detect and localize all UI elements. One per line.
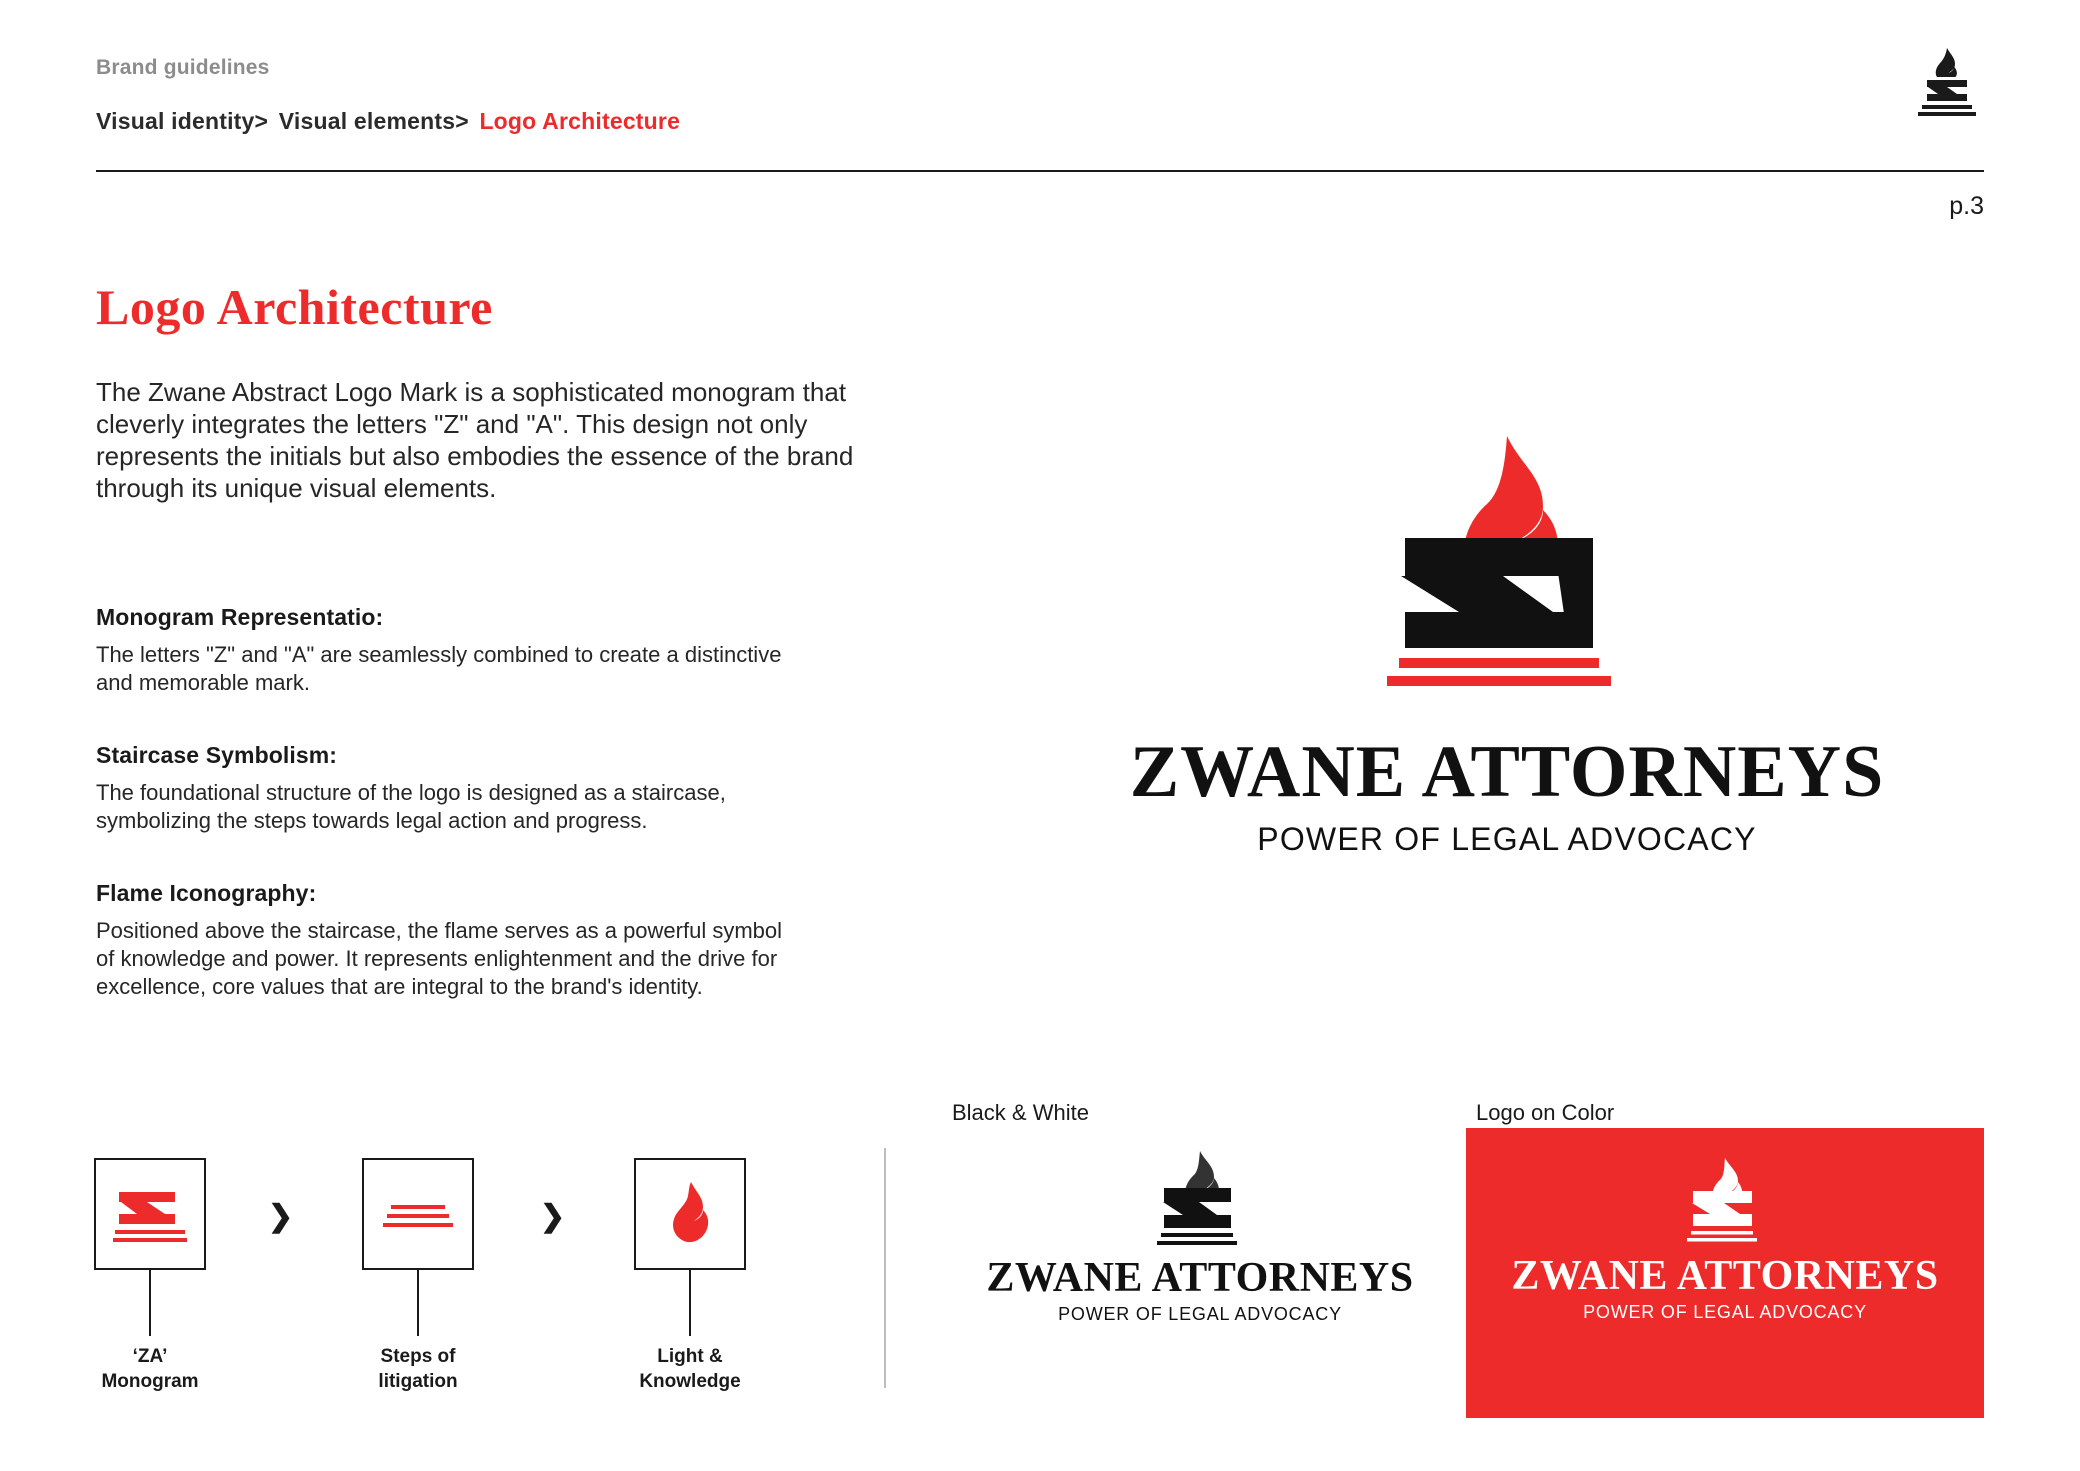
- logo-variant-black-white: [960, 1148, 1440, 1325]
- flame-icon: [664, 1180, 716, 1252]
- document-kicker: Brand guidelines: [96, 56, 270, 79]
- section-divider: [884, 1148, 886, 1388]
- color-tagline: POWER OF LEGAL ADVOCACY: [1583, 1302, 1867, 1322]
- intro-paragraph: The Zwane Abstract Logo Mark is a sophisticated monogram that cleverly integrates the letters "Z" and "A". This design not only represents the initials but also embodies the essence of the brand through its unique visual elements.: [96, 377, 854, 503]
- section-heading-monogram: Monogram Representatio:: [96, 604, 384, 630]
- breadcrumb-item-visual-identity[interactable]: Visual identity: [96, 108, 255, 134]
- section-monogram: [96, 604, 796, 697]
- section-body-flame: Positioned above the staircase, the flame serves as a powerful symbol of knowledge and power. It represents enlightenment and the drive for excellence, core values that are integral to the brand's identity.: [96, 918, 783, 999]
- diagram-label-line-2: Monogram: [101, 1371, 199, 1392]
- primary-tagline: POWER OF LEGAL ADVOCACY: [1257, 821, 1757, 857]
- page-title: Logo Architecture: [96, 279, 493, 335]
- diagram-label-line-1: ‘ZA’: [132, 1346, 168, 1367]
- diagram-arrow-2: ❯: [540, 1200, 566, 1233]
- diagram-label-line-1: Light &: [657, 1346, 723, 1367]
- variant-label-black-white: Black & White: [952, 1100, 1089, 1125]
- header-divider: [96, 170, 1984, 172]
- bw-tagline: POWER OF LEGAL ADVOCACY: [1058, 1304, 1342, 1324]
- primary-wordmark: ZWANE ATTORNEYS: [1129, 731, 1885, 813]
- zwane-mark-black-icon: [1147, 1148, 1253, 1252]
- diagram-box-za-monogram: [94, 1158, 206, 1270]
- section-heading-staircase: Staircase Symbolism:: [96, 742, 338, 768]
- breadcrumb-separator-1: >: [254, 108, 269, 134]
- diagram-box-steps: [362, 1158, 474, 1270]
- steps-lines-icon: [381, 1203, 455, 1229]
- zwane-flame-mark-icon: [1910, 46, 1984, 124]
- primary-logo-lockup: [1112, 430, 1902, 858]
- variant-label-logo-on-color: Logo on Color: [1476, 1100, 1615, 1125]
- section-body-staircase: The foundational structure of the logo is designed as a staircase, symbolizing the steps towards legal action and progress.: [96, 780, 726, 833]
- breadcrumb: [96, 108, 1984, 135]
- section-heading-flame: Flame Iconography:: [96, 880, 317, 906]
- za-monogram-icon: [113, 1188, 187, 1244]
- diagram-connector-3: [689, 1270, 691, 1336]
- zwane-flame-staircase-mark-icon: [1357, 430, 1657, 720]
- diagram-label-za-monogram: [50, 1344, 250, 1394]
- diagram-label-line-2: Knowledge: [639, 1371, 741, 1392]
- section-staircase: [96, 742, 796, 835]
- diagram-label-line-2: litigation: [378, 1371, 458, 1392]
- breadcrumb-item-logo-architecture[interactable]: Logo Architecture: [479, 108, 681, 134]
- zwane-mark-white-icon: [1679, 1156, 1771, 1248]
- diagram-label-line-1: Steps of: [380, 1346, 456, 1367]
- page-header: [96, 56, 1984, 135]
- color-wordmark: ZWANE ATTORNEYS: [1511, 1253, 1939, 1299]
- breadcrumb-separator-2: >: [455, 108, 469, 134]
- diagram-box-flame: [634, 1158, 746, 1270]
- logo-variant-on-color: [1466, 1128, 1984, 1418]
- diagram-connector-2: [417, 1270, 419, 1336]
- diagram-connector-1: [149, 1270, 151, 1336]
- section-flame: [96, 880, 796, 1001]
- bw-wordmark: ZWANE ATTORNEYS: [986, 1255, 1414, 1301]
- logo-construction-diagram: [90, 1158, 810, 1418]
- diagram-label-flame: [590, 1344, 790, 1394]
- page-number: p.3: [1949, 192, 1984, 220]
- breadcrumb-item-visual-elements[interactable]: Visual elements: [278, 108, 456, 134]
- diagram-arrow-1: ❯: [268, 1200, 294, 1233]
- diagram-label-steps: [318, 1344, 518, 1394]
- section-body-monogram: The letters "Z" and "A" are seamlessly combined to create a distinctive and memorable mark.: [96, 642, 782, 695]
